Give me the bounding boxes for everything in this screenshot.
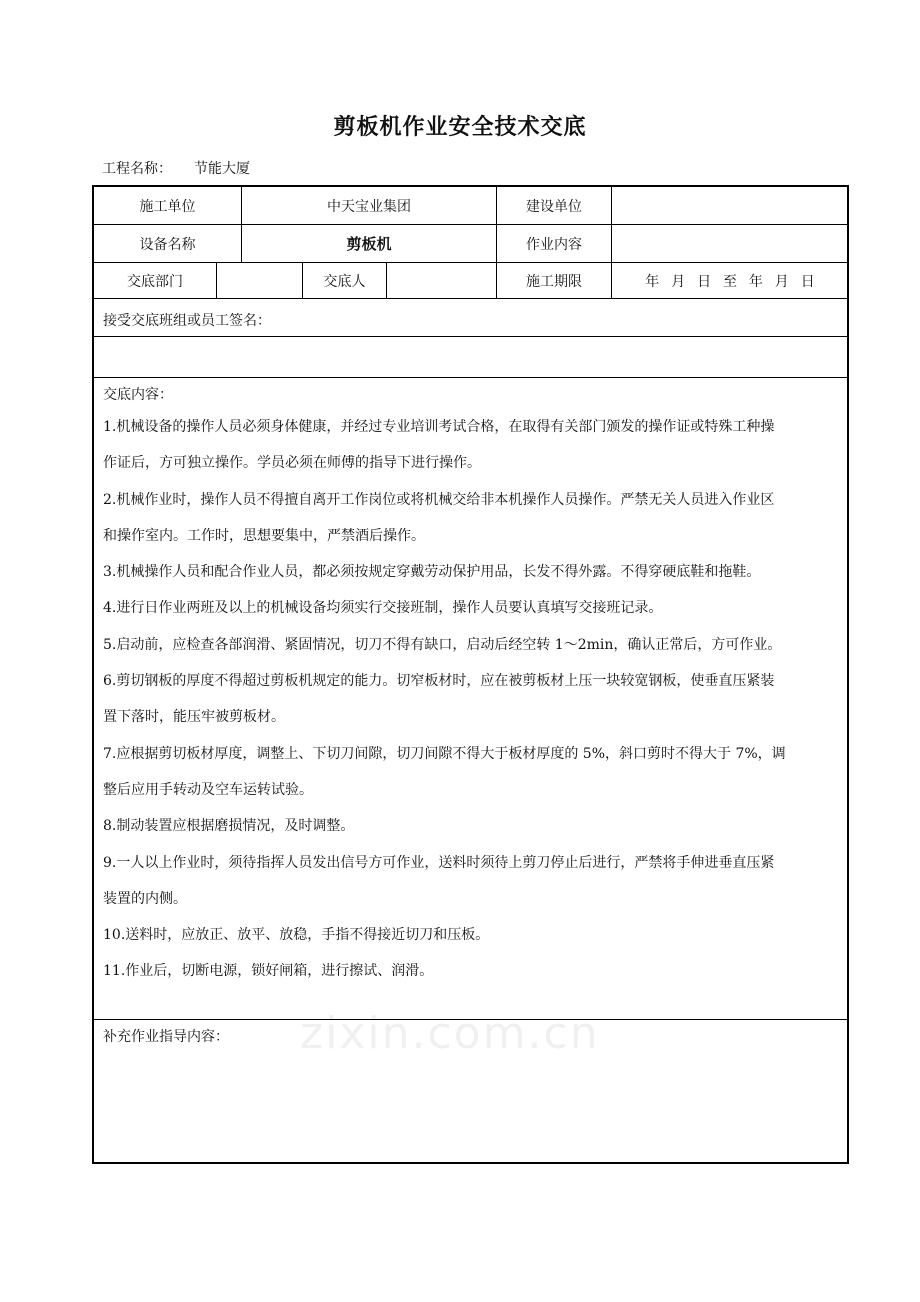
- content-line: 11.作业后，切断电源，锁好闸箱，进行擦试、润滑。: [103, 963, 434, 980]
- owner-unit-value: [612, 187, 849, 224]
- document-title: 剪板机作业安全技术交底: [333, 115, 587, 140]
- dept-label: 交底部门: [127, 273, 183, 290]
- content-line: 和操作室内。工作时，思想要集中，严禁酒后操作。: [103, 527, 425, 544]
- work-content-value: [612, 225, 849, 262]
- content-line: 4.进行日作业两班及以上的机械设备均须实行交接班制，操作人员要认真填写交接班记录。: [103, 600, 663, 617]
- content-line: 8.制动装置应根据磨损情况，及时调整。: [103, 818, 355, 835]
- content-line: 5.启动前，应检查各部润滑、紧固情况，切刀不得有缺口，启动后经空转 1～2min，确认正常后，方可作业。: [103, 636, 782, 653]
- content-line: 10.送料时，应放正、放平、放稳，手指不得接近切刀和压板。: [103, 927, 490, 944]
- content-line: 2.机械作业时，操作人员不得擅自离开工作岗位或将机械交给非本机操作人员操作。严禁无关人员进入作业区: [103, 491, 775, 508]
- project-name-label: 工程名称：: [102, 161, 172, 177]
- content-line: 作证后，方可独立操作。学员必须在师傅的指导下进行操作。: [103, 455, 481, 472]
- content-line: 整后应用手转动及空车运转试验。: [103, 781, 313, 798]
- owner-unit-label: 建设单位: [526, 198, 582, 215]
- watermark: zixin.com.cn: [300, 1008, 600, 1059]
- content-line: 6.剪切钢板的厚度不得超过剪板机规定的能力。切窄板材时，应在被剪板材上压一块较宽钢板，使垂直压紧装: [103, 673, 775, 690]
- content-line: 置下落时，能压牢被剪板材。: [103, 709, 285, 726]
- row-divider: [94, 298, 847, 299]
- equipment-label: 设备名称: [139, 236, 196, 253]
- construction-unit-label: 施工单位: [139, 198, 196, 215]
- dept-value: [217, 263, 302, 298]
- person-value: [387, 263, 496, 298]
- equipment-value: 剪板机: [346, 235, 392, 253]
- signature-label: 接受交底班组或员工签名：: [103, 313, 271, 329]
- content-label: 交底内容：: [103, 387, 173, 403]
- content-line: 9.一人以上作业时，须待指挥人员发出信号方可作业，送料时须待上剪刀停止后进行，严禁将手伸进垂直压紧: [103, 854, 775, 871]
- period-label: 施工期限: [526, 273, 582, 290]
- supplement-label: 补充作业指导内容：: [103, 1029, 229, 1045]
- row-divider: [94, 377, 847, 378]
- construction-unit-value: 中天宝业集团: [327, 198, 411, 215]
- content-line: 1.机械设备的操作人员必须身体健康，并经过专业培训考试合格，在取得有关部门颁发的操作证或特殊工种操: [103, 419, 775, 435]
- content-body: [103, 409, 843, 990]
- period-value: 年 月 日 至 年 月 日: [645, 273, 816, 290]
- row-divider: [94, 336, 847, 337]
- project-name: [102, 158, 250, 178]
- person-label: 交底人: [323, 273, 366, 290]
- content-line: 装置的内侧。: [103, 890, 187, 907]
- content-line: 3.机械操作人员和配合作业人员，都必须按规定穿戴劳动保护用品，长发不得外露。不得穿硬底鞋和拖鞋。: [103, 564, 761, 581]
- work-content-label: 作业内容: [526, 236, 582, 253]
- project-name-value: 节能大厦: [194, 161, 250, 177]
- content-line: 7.应根据剪切板材厚度，调整上、下切刀间隙，切刀间隙不得大于板材厚度的 5%，斜口剪时不得大于 7%，调: [103, 745, 786, 762]
